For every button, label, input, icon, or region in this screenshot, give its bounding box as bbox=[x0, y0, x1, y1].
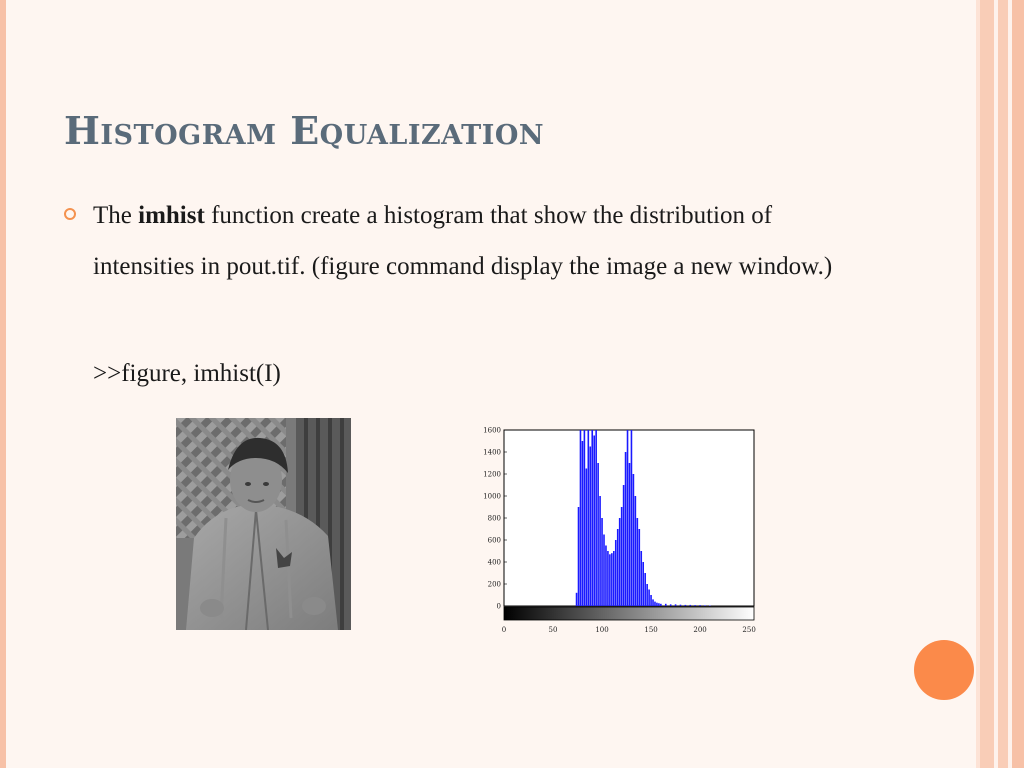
x-tick-label: 0 bbox=[501, 626, 507, 634]
pout-image bbox=[176, 418, 351, 630]
x-tick-label: 200 bbox=[693, 626, 707, 634]
left-border bbox=[0, 0, 6, 768]
bullet-text-post: function create a histogram that show the distribution of intensities in pout.tif. (figure command display the image a new window.) bbox=[93, 202, 833, 280]
slide-title: Histogram Equalization bbox=[64, 108, 545, 153]
y-tick-label: 1000 bbox=[483, 492, 501, 501]
x-tick-label: 250 bbox=[742, 626, 756, 634]
y-tick-label: 1200 bbox=[483, 470, 501, 479]
function-name: imhist bbox=[138, 202, 205, 229]
colorbar bbox=[504, 607, 754, 620]
bullet-text-pre: The bbox=[93, 202, 139, 229]
bullet-text bbox=[93, 190, 853, 292]
y-tick-label: 800 bbox=[487, 514, 501, 523]
y-tick-label: 200 bbox=[487, 580, 501, 589]
decorative-circle bbox=[914, 640, 974, 700]
x-tick-label: 50 bbox=[548, 626, 558, 634]
x-tick-label: 100 bbox=[595, 626, 609, 634]
y-tick-label: 1400 bbox=[483, 448, 501, 457]
y-tick-label: 0 bbox=[496, 602, 501, 611]
code-command: >>figure, imhist(I) bbox=[93, 360, 281, 387]
y-tick-label: 1600 bbox=[483, 426, 501, 435]
y-tick-label: 400 bbox=[487, 558, 501, 567]
bullet-ring-icon bbox=[64, 208, 76, 220]
histogram-chart bbox=[478, 420, 768, 640]
y-tick-label: 600 bbox=[487, 536, 501, 545]
right-stripes bbox=[976, 0, 1024, 768]
x-tick-label: 150 bbox=[644, 626, 658, 634]
